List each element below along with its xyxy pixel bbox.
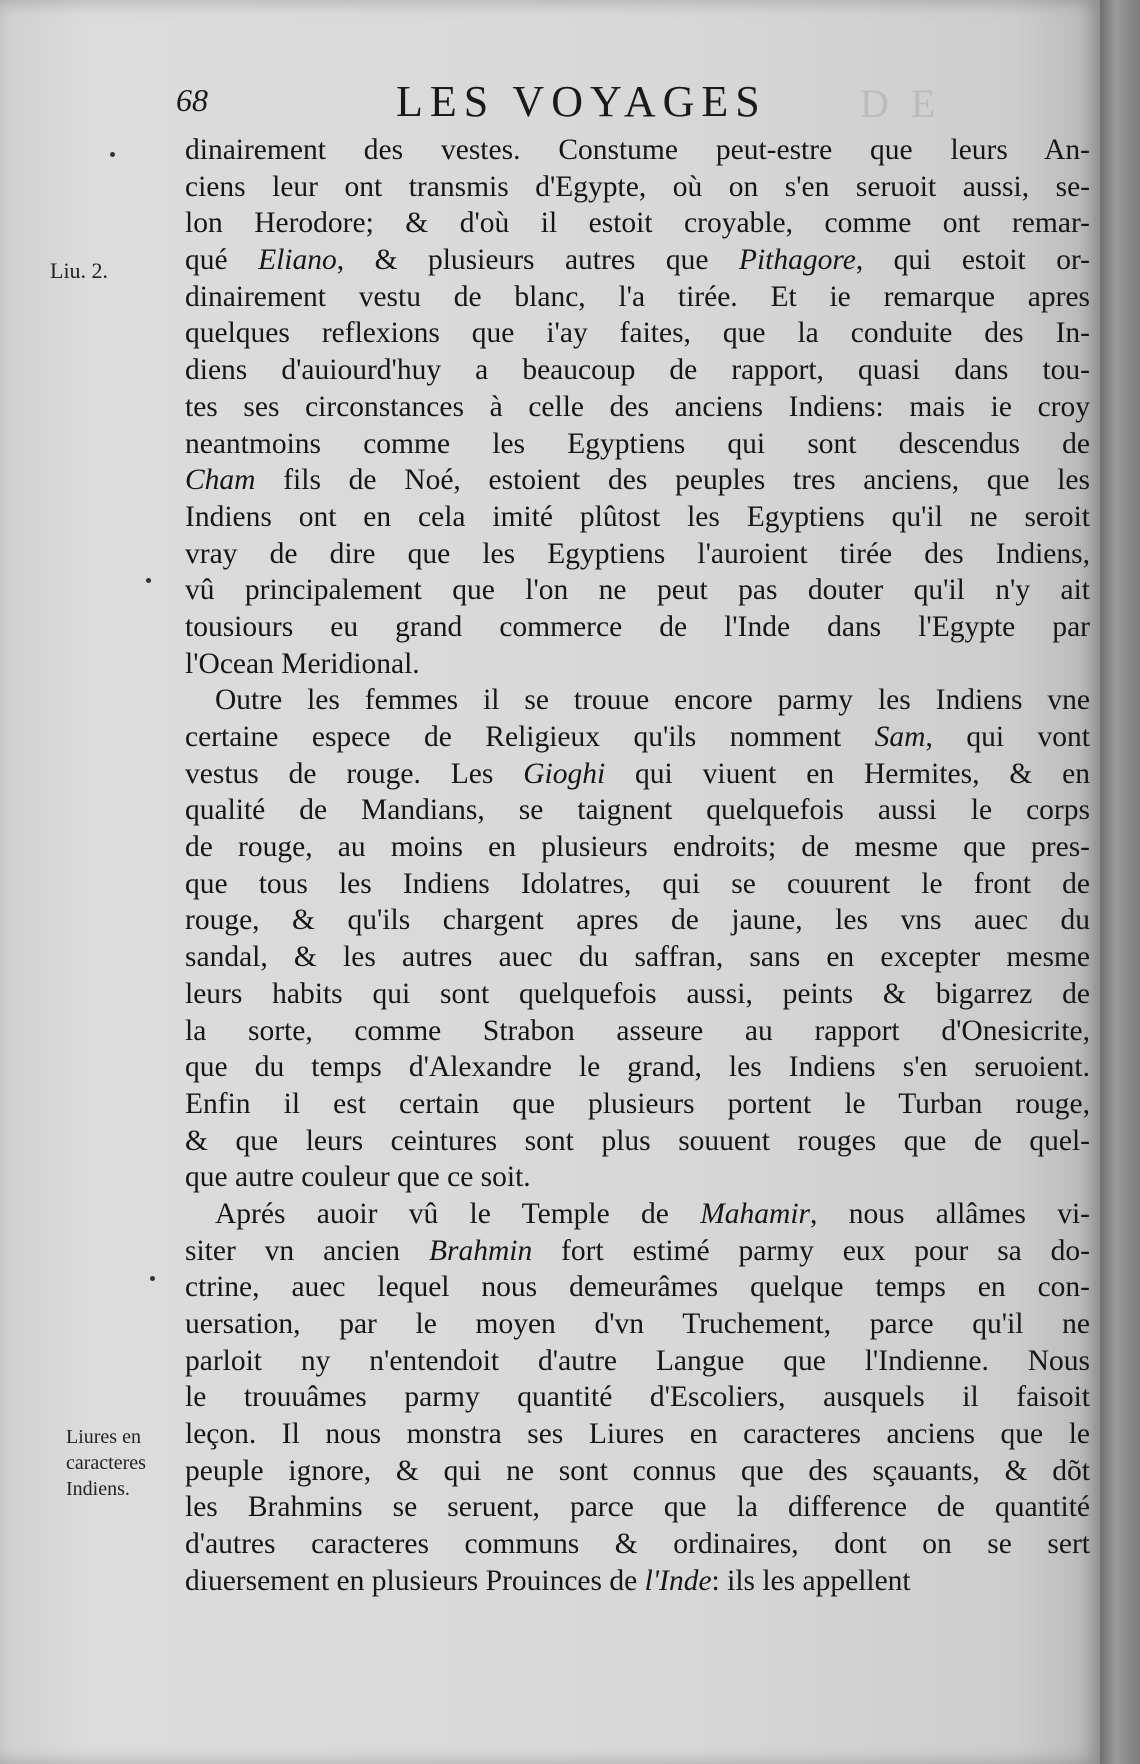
margin-note-line: Indiens. [66,1478,130,1500]
text-line: ciens leur ont transmis d'Egypte, où on s'en seruoit aussi, se- [185,170,1090,203]
text-line: diuersement en plusieurs Prouinces de l'Inde: ils les appellent [185,1564,911,1597]
text-line: certaine espece de Religieux qu'ils nomment Sam, qui vont [185,721,1090,753]
text-line: Cham fils de Noé, estoient des peuples tres anciens, que les [185,464,1090,497]
text-line: vû principalement que l'on ne peut pas douter qu'il n'y ait [185,574,1090,607]
text-line: lon Herodore; & d'où il estoit croyable, comme ont remar- [185,207,1090,240]
margin-dot [146,578,151,583]
text-line: ctrine, auec lequel nous demeurâmes quelque temps en con- [185,1271,1090,1304]
margin-note-indian-books [66,1424,146,1502]
text-line: que tous les Indiens Idolatres, qui se couurent le front de [185,867,1090,900]
text-line: peuple ignore, & qui ne sont connus que des sçauants, & dõt [185,1454,1090,1487]
text-line: vestus de rouge. Les Gioghi qui viuent en Hermites, & en [185,757,1091,790]
text-line: Outre les femmes il se trouue encore parmy les Indiens vne [215,684,1090,717]
text-line: tes ses circonstances à celle des anciens Indiens: mais ie croy [185,390,1090,423]
text-line: de rouge, au moins en plusieurs endroits; de mesme que pres- [185,831,1090,864]
margin-note-line: caracteres [66,1452,146,1474]
text-line: sandal, & les autres auec du saffran, sans en excepter mesme [185,941,1090,974]
text-line: qualité de Mandians, se taignent quelquefois aussi le corps [185,794,1090,827]
text-line: diens d'auiourd'huy a beaucoup de rapport, quasi dans tou- [185,354,1090,387]
text-line: & que leurs ceintures sont plus souuent rouges que de quel- [185,1124,1090,1157]
body-text [185,132,1090,1600]
text-line: vray de dire que les Egyptiens l'auroient tirée des Indiens, [185,537,1090,570]
text-line: uersation, par le moyen d'vn Truchement, parce qu'il ne [185,1308,1090,1340]
text-line: rouge, & qu'ils chargent apres de jaune, les vns auec du [185,904,1090,937]
text-line: le trouuâmes parmy quantité d'Escoliers, ausquels il faisoit [185,1381,1090,1414]
text-line: dinairement des vestes. Constume peut-estre que leurs An- [185,134,1090,166]
text-line: Enfin il est certain que plusieurs portent le Turban rouge, [185,1087,1090,1120]
margin-dot [110,152,115,157]
text-line: d'autres caracteres communs & ordinaires, dont on se sert [185,1528,1090,1561]
text-line: les Brahmins se seruent, parce que la difference de quantité [185,1491,1090,1524]
running-title: LES VOYAGES [396,77,767,126]
text-line: que du temps d'Alexandre le grand, les Indiens s'en seruoient. [185,1051,1090,1084]
text-line: l'Ocean Meridional. [185,647,420,680]
margin-note-line: Liures en [66,1426,141,1448]
text-line: Indiens ont en cela imité plûtost les Egyptiens qu'il ne seroit [185,500,1090,533]
text-line: Aprés auoir vû le Temple de Mahamir, nous allâmes vi- [215,1197,1090,1230]
bleed-through-text: D E [860,81,942,126]
text-line: quelques reflexions que i'ay faites, que la conduite des In- [185,317,1090,350]
text-line: la sorte, comme Strabon asseure au rapport d'Onesicrite, [185,1014,1090,1047]
text-line: qué Eliano, & plusieurs autres que Pithagore, qui estoit or- [185,244,1091,277]
text-line: parloit ny n'entendoit d'autre Langue que l'Indienne. Nous [185,1344,1090,1377]
text-line: tousiours eu grand commerce de l'Inde dans l'Egypte par [185,610,1090,643]
page-edge-shadow [1100,0,1140,1764]
page-header [176,76,1096,126]
text-line: que autre couleur que ce soit. [185,1161,531,1194]
text-line: siter vn ancien Brahmin fort estimé parmy eux pour sa do- [185,1234,1090,1267]
margin-note-book-ref: Liu. 2. [50,258,109,283]
margin-dot [150,1276,155,1281]
text-line: dinairement vestu de blanc, l'a tirée. Et ie remarque apres [185,280,1090,313]
text-line: leurs habits qui sont quelquefois aussi, peints & bigarrez de [185,977,1090,1010]
page-number: 68 [176,82,208,118]
text-line: leçon. Il nous monstra ses Liures en caracteres anciens que le [185,1418,1090,1451]
text-line: neantmoins comme les Egyptiens qui sont descendus de [185,427,1090,460]
